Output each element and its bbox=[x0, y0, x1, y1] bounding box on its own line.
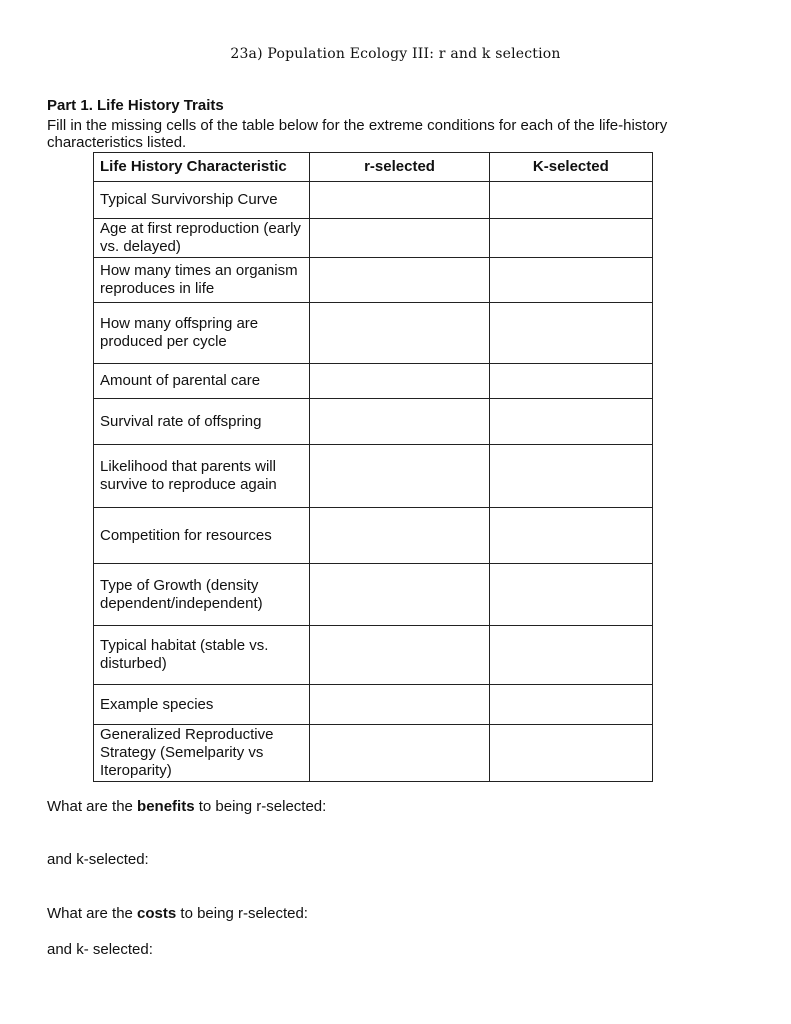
r-selected-cell[interactable] bbox=[310, 364, 489, 399]
r-selected-cell[interactable] bbox=[310, 182, 489, 219]
costs-r-question bbox=[47, 905, 308, 922]
k-selected-cell[interactable] bbox=[489, 364, 652, 399]
table-row bbox=[94, 399, 653, 445]
r-selected-cell[interactable] bbox=[310, 219, 489, 258]
r-selected-cell[interactable] bbox=[310, 508, 489, 564]
k-selected-cell[interactable] bbox=[489, 564, 652, 626]
part-1-heading: Part 1. Life History Traits bbox=[47, 97, 224, 114]
r-selected-cell[interactable] bbox=[310, 303, 489, 364]
question-text: to being r-selected: bbox=[194, 798, 327, 815]
table-header-row bbox=[94, 153, 653, 182]
characteristic-cell: Survival rate of offspring bbox=[94, 399, 310, 445]
k-selected-cell[interactable] bbox=[489, 626, 652, 685]
k-selected-cell[interactable] bbox=[489, 508, 652, 564]
r-selected-cell[interactable] bbox=[310, 399, 489, 445]
k-selected-cell[interactable] bbox=[489, 725, 652, 782]
r-selected-cell[interactable] bbox=[310, 564, 489, 626]
table-row bbox=[94, 182, 653, 219]
k-selected-cell[interactable] bbox=[489, 258, 652, 303]
benefits-k-question: and k-selected: bbox=[47, 851, 149, 868]
r-selected-cell[interactable] bbox=[310, 445, 489, 508]
page-title: 23a) Population Ecology III: r and k selection bbox=[230, 46, 561, 62]
header-characteristic: Life History Characteristic bbox=[94, 153, 310, 182]
question-text: What are the bbox=[47, 905, 138, 922]
table-row bbox=[94, 445, 653, 508]
r-selected-cell[interactable] bbox=[310, 626, 489, 685]
question-emphasis: costs bbox=[137, 905, 177, 922]
k-selected-cell[interactable] bbox=[489, 219, 652, 258]
header-k-selected: K-selected bbox=[489, 153, 652, 182]
life-history-table bbox=[93, 152, 653, 782]
characteristic-cell: Amount of parental care bbox=[94, 364, 310, 399]
k-selected-cell[interactable] bbox=[489, 445, 652, 508]
table-row bbox=[94, 685, 653, 725]
table-row bbox=[94, 303, 653, 364]
instructions-text: Fill in the missing cells of the table below for the extreme conditions for each of the life-history characteristics listed. bbox=[47, 117, 668, 151]
r-selected-cell[interactable] bbox=[310, 685, 489, 725]
characteristic-cell: Example species bbox=[94, 685, 310, 725]
characteristic-cell: Age at first reproduction (early vs. delayed) bbox=[94, 219, 310, 258]
characteristic-cell: Type of Growth (density dependent/independent) bbox=[94, 564, 310, 626]
costs-k-question: and k- selected: bbox=[47, 941, 153, 958]
r-selected-cell[interactable] bbox=[310, 725, 489, 782]
table-row bbox=[94, 725, 653, 782]
table-row bbox=[94, 219, 653, 258]
table-row bbox=[94, 564, 653, 626]
k-selected-cell[interactable] bbox=[489, 303, 652, 364]
characteristic-cell: Typical habitat (stable vs. disturbed) bbox=[94, 626, 310, 685]
k-selected-cell[interactable] bbox=[489, 685, 652, 725]
question-emphasis: benefits bbox=[137, 798, 195, 815]
table-row bbox=[94, 626, 653, 685]
table-row bbox=[94, 258, 653, 303]
benefits-r-question bbox=[47, 798, 326, 815]
characteristic-cell: How many offspring are produced per cycle bbox=[94, 303, 310, 364]
question-text: to being r-selected: bbox=[176, 905, 308, 922]
table-row bbox=[94, 364, 653, 399]
k-selected-cell[interactable] bbox=[489, 399, 652, 445]
table-row bbox=[94, 508, 653, 564]
characteristic-cell: Likelihood that parents will survive to reproduce again bbox=[94, 445, 310, 508]
characteristic-cell: Competition for resources bbox=[94, 508, 310, 564]
question-text: What are the bbox=[47, 798, 138, 815]
characteristic-cell: How many times an organism reproduces in life bbox=[94, 258, 310, 303]
characteristic-cell: Generalized Reproductive Strategy (Semelparity vs Iteroparity) bbox=[94, 725, 310, 782]
header-r-selected: r-selected bbox=[310, 153, 489, 182]
k-selected-cell[interactable] bbox=[489, 182, 652, 219]
characteristic-cell: Typical Survivorship Curve bbox=[94, 182, 310, 219]
r-selected-cell[interactable] bbox=[310, 258, 489, 303]
